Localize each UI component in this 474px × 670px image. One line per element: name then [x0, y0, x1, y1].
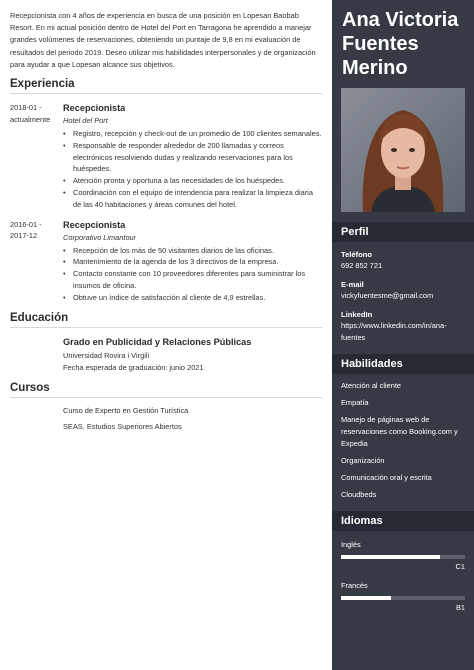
candidate-name	[332, 0, 474, 80]
email-value[interactable]: vickyfuentesme@gmail.com	[341, 291, 434, 300]
language-level-fill	[341, 555, 440, 559]
language-level: C1	[455, 562, 465, 571]
linkedin-url-line: https://www.linkedin.com/in/ana-	[341, 321, 447, 330]
language-level-fill	[341, 596, 391, 600]
email-label: E-mail	[341, 280, 364, 289]
skills-heading: Habilidades	[332, 354, 474, 374]
linkedin-url-line: fuentes	[341, 333, 366, 342]
language-name: Francés	[341, 581, 368, 590]
job-date-end: 2017-12	[10, 231, 38, 241]
job-bullet: • Contacto constante con 10 proveedores diferentes para suministrar los insumos de oficina.	[63, 268, 322, 292]
skills-list	[332, 380, 474, 501]
job-entry	[10, 219, 322, 304]
sidebar	[332, 0, 474, 670]
job-bullet: • Obtuve un índice de satisfacción al cliente de 4,9 estrellas.	[63, 292, 322, 304]
skill-item: Empatía	[341, 398, 369, 407]
job-date-start: 2016-01 -	[10, 219, 42, 229]
job-bullets	[63, 128, 322, 211]
job-bullets	[63, 245, 322, 304]
experience-heading: Experiencia	[10, 78, 322, 94]
job-bullet: • Atención pronta y oportuna a las necesidades de los huéspedes.	[63, 175, 322, 187]
education-expected-date: Fecha esperada de graduación: junio 2021	[63, 362, 204, 372]
course-item: SEAS, Estudios Superiores Abiertos	[63, 421, 182, 431]
skill-item: Cloudbeds	[341, 490, 377, 499]
profile-heading: Perfil	[332, 222, 474, 242]
education-degree: Grado en Publicidad y Relaciones Públicas	[63, 336, 252, 347]
language-name: Inglés	[341, 540, 361, 549]
job-bullet: • Mantenimiento de la agenda de los 3 directivos de la empresa.	[63, 256, 322, 268]
job-entry	[10, 102, 322, 211]
language-item	[332, 539, 474, 572]
job-position: Recepcionista	[63, 219, 126, 230]
summary-text: Recepcionista con 4 años de experiencia en busca de una posición en Lopesan Baobab Resort. En mi actual posición dentro de Hotel del Port en Tarragona he aprendido a manejar grandes volúmenes de reservaciones, obteniendo un puntaje de 9,8 en mi evaluación de resultados del periodo 2019. Deseo utilizar mis habilidades interpersonales y de organización para ayudar a que Lopesan alcance sus objetivos.	[10, 11, 316, 69]
skill-item: Comunicación oral y escrita	[341, 473, 432, 482]
job-date-start: 2018-01 -	[10, 103, 42, 113]
job-bullet: • Coordinación con el equipo de intendencia para realizar la limpieza diaria de las 40 habitaciones y áreas comunes del hotel.	[63, 187, 322, 211]
courses-heading: Cursos	[10, 382, 322, 398]
languages-heading: Idiomas	[332, 511, 474, 531]
job-bullet: • Recepción de los más de 50 visitantes diarios de las oficinas.	[63, 245, 322, 257]
phone-label: Teléfono	[341, 250, 373, 259]
language-level: B1	[455, 603, 465, 612]
job-date	[10, 219, 63, 304]
language-level-bar	[341, 596, 465, 600]
name-line: Fuentes	[342, 33, 419, 55]
language-level-bar	[341, 555, 465, 559]
education-school: Universidad Rovira i Virgili	[63, 350, 150, 360]
language-item	[332, 580, 474, 613]
job-bullet: • Registro, recepción y check-out de un promedio de 100 clientes semanales.	[63, 128, 322, 140]
job-bullet: • Responsable de responder alrededor de 200 llamadas y correos electrónicos resolviendo dudas y realizando reservaciones para los huéspedes.	[63, 140, 322, 175]
job-date	[10, 102, 63, 211]
skill-item: Atención al cliente	[341, 381, 401, 390]
courses-entry	[10, 402, 322, 433]
job-date-end: actualmente	[10, 114, 51, 124]
job-position: Recepcionista	[63, 103, 126, 114]
job-company: Corporativo Limantour	[63, 232, 137, 242]
profile-photo	[341, 88, 465, 212]
linkedin-link[interactable]	[341, 320, 465, 344]
name-line: Ana Victoria	[342, 9, 459, 31]
skill-item: Manejo de páginas web de reservaciones como Booking.com y Expedia	[341, 415, 458, 448]
phone-value[interactable]: 692 852 721	[341, 261, 383, 270]
portrait-image	[341, 88, 465, 212]
name-line: Merino	[342, 57, 408, 79]
linkedin-label: LinkedIn	[341, 310, 373, 319]
skill-item: Organización	[341, 456, 385, 465]
course-item: Curso de Experto en Gestión Turística	[63, 405, 189, 415]
education-entry	[10, 336, 322, 374]
job-company: Hotel del Port	[63, 116, 108, 126]
education-heading: Educación	[10, 312, 322, 328]
